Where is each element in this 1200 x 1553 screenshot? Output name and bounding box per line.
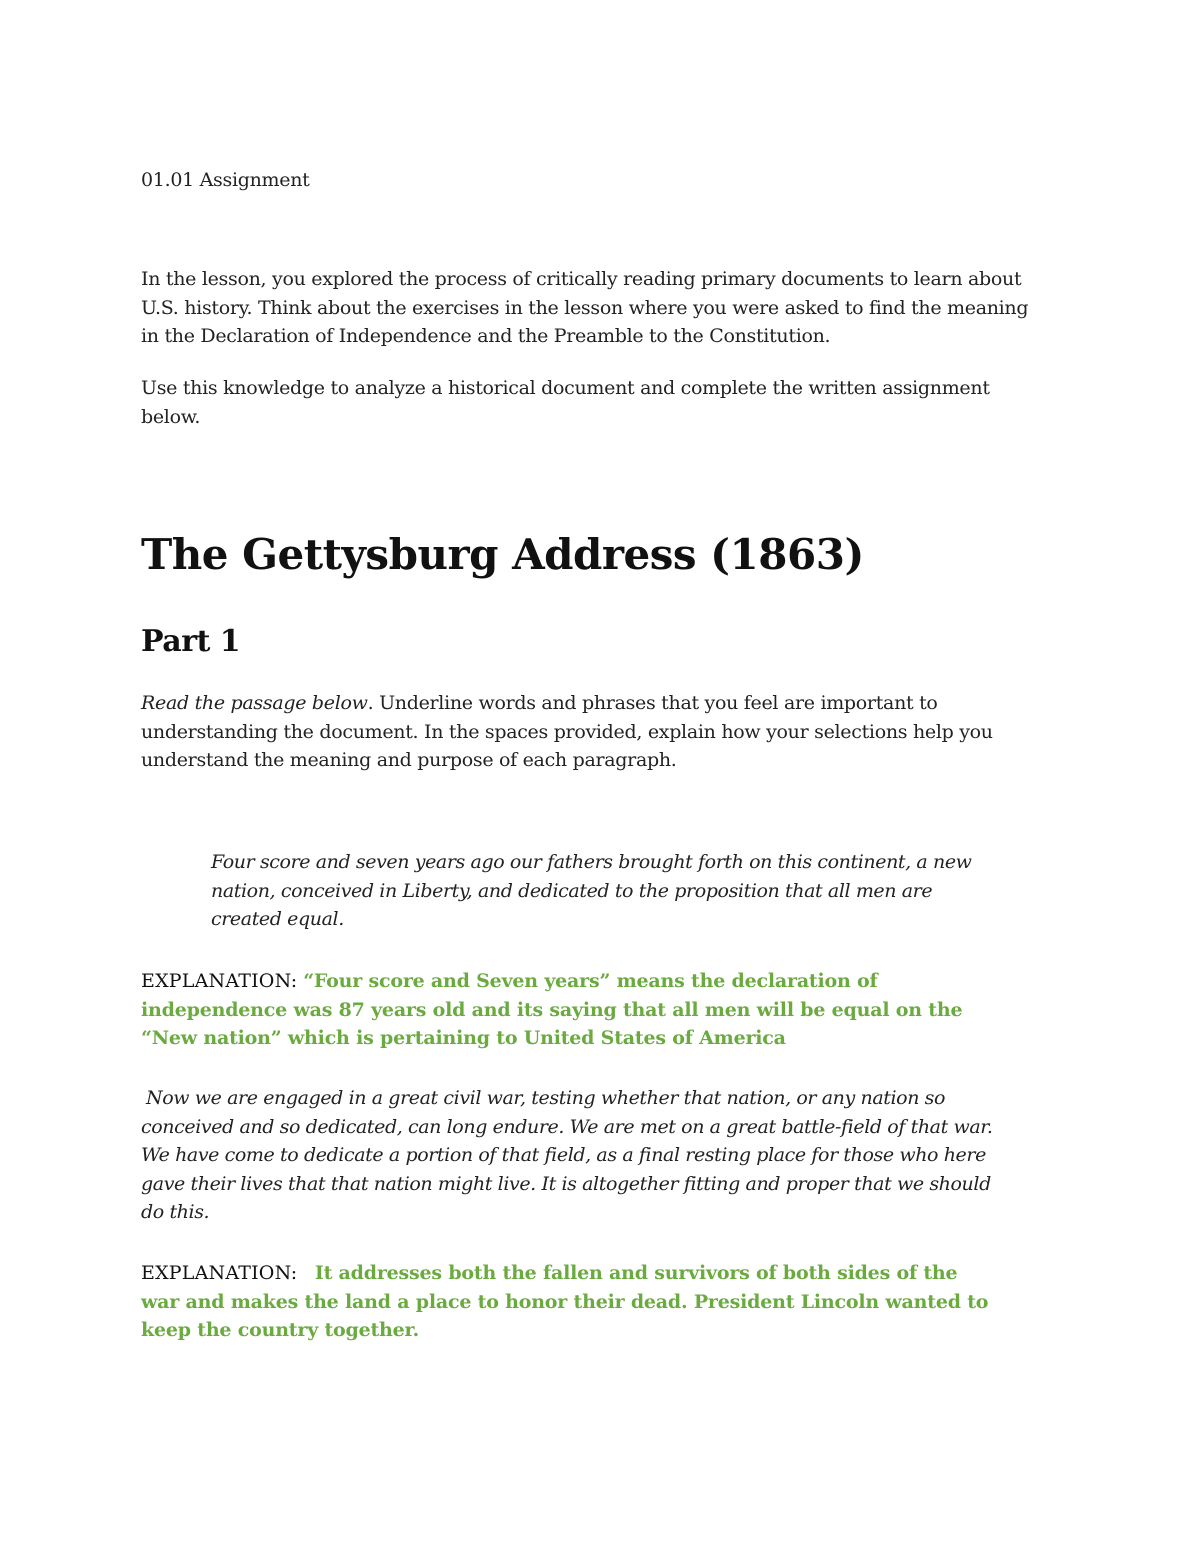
assignment-label: 01.01 Assignment <box>141 169 310 191</box>
explanation-answer[interactable]: It addresses both the fallen and survivors of both sides of the war and makes the land a place to honor their dead. President Lincoln wanted to keep the country together. <box>141 1262 989 1341</box>
explanation-label: EXPLANATION: <box>141 1262 298 1284</box>
passage-quote: Now we are engaged in a great civil war, testing whether that nation, or any nation so conceived and so dedicated, can long endure. We are met on a great battle-field of that war. We have come to dedicate a portion of that field, as a final resting place for those who here gave their lives that that nation might live. It is altogether fitting and proper that we should do this. <box>141 1087 993 1223</box>
instructions-italic: Read the passage below <box>141 692 368 714</box>
explanation-block <box>141 967 1001 1053</box>
intro-paragraph: In the lesson, you explored the process of critically reading primary documents to learn about U.S. history. Think about the exercises in the lesson where you were asked to find the meaning in the Declaration of Independence and the Preamble to the Constitution. <box>141 268 1029 347</box>
part-heading: Part 1 <box>141 624 241 659</box>
document-title: The Gettysburg Address (1863) <box>141 530 864 579</box>
instructions-text: . Underline words and phrases that you feel are important to understanding the document. In the spaces provided, explain how your selections help you understand the meaning and purpose of each paragraph. <box>141 692 993 771</box>
instructions <box>141 689 1021 775</box>
passage-quote: Four score and seven years ago our fathers brought forth on this continent, a new nation, conceived in Liberty, and dedicated to the proposition that all men are created equal. <box>211 851 972 930</box>
explanation-block <box>141 1259 1001 1345</box>
intro-paragraph: Use this knowledge to analyze a historical document and complete the written assignment below. <box>141 377 990 428</box>
explanation-label: EXPLANATION: <box>141 970 298 992</box>
explanation-answer[interactable]: “Four score and Seven years” means the declaration of independence was 87 years old and its saying that all men will be equal on the “New nation” which is pertaining to United States of America <box>141 970 963 1049</box>
